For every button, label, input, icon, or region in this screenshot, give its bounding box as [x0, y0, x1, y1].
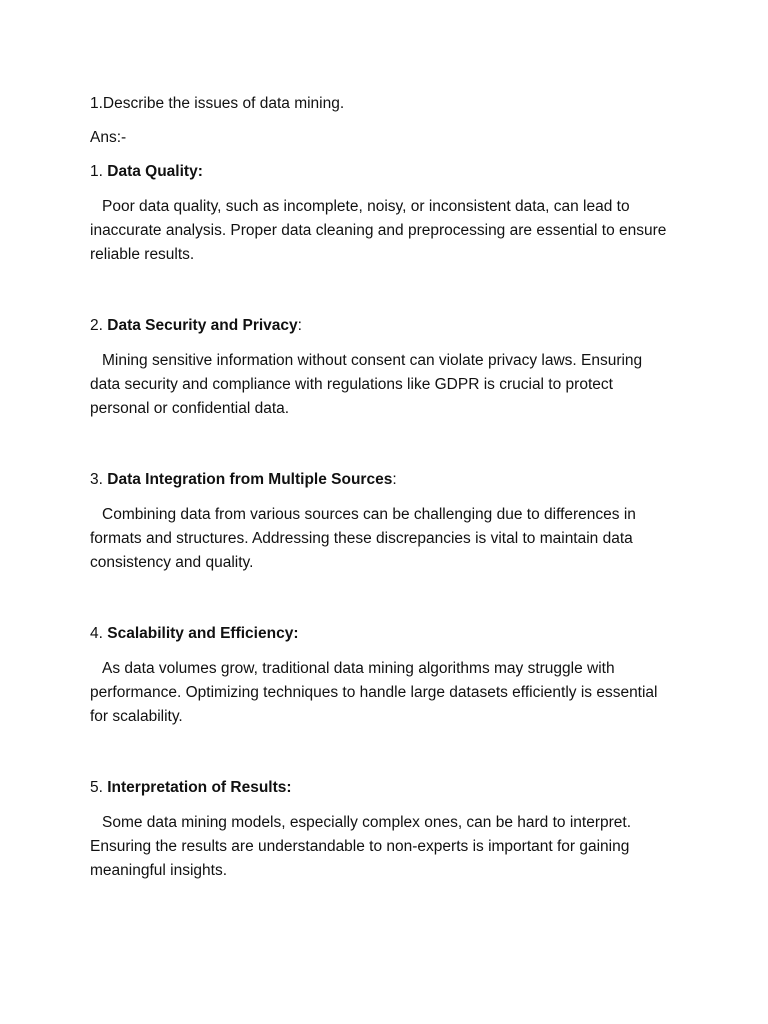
section-heading [90, 777, 676, 799]
section-title-suffix: : [392, 471, 397, 488]
question-text: 1.Describe the issues of data mining. [90, 95, 345, 112]
issue-section-2 [90, 315, 676, 421]
section-title: Data Quality: [107, 163, 203, 180]
section-body: Some data mining models, especially complex ones, can be hard to interpret. Ensuring the results are understandable to non-experts is important for gaining meaningful insights. [90, 814, 632, 879]
answer-label: Ans:- [90, 129, 127, 146]
section-title: Scalability and Efficiency: [107, 625, 299, 642]
section-title: Interpretation of Results: [107, 779, 292, 796]
section-number: 1. [90, 163, 103, 180]
section-body: Combining data from various sources can be challenging due to differences in formats and structures. Addressing these discrepancies is vital to maintain data consistency and quality. [90, 506, 636, 571]
section-heading [90, 161, 676, 183]
issue-section-5 [90, 777, 676, 883]
section-heading [90, 469, 676, 491]
section-body: Mining sensitive information without consent can violate privacy laws. Ensuring data security and compliance with regulations like GDPR is crucial to protect personal or confidential data. [90, 352, 643, 417]
issue-section-4 [90, 623, 676, 729]
section-body: As data volumes grow, traditional data mining algorithms may struggle with performance. Optimizing techniques to handle large datasets efficiently is essential for scalability. [90, 660, 658, 725]
section-heading [90, 623, 676, 645]
section-title: Data Integration from Multiple Sources [107, 471, 393, 488]
section-number: 3. [90, 471, 103, 488]
section-title-suffix: : [297, 317, 302, 334]
section-title: Data Security and Privacy [107, 317, 298, 334]
issue-section-1 [90, 161, 676, 267]
section-heading [90, 315, 676, 337]
section-body: Poor data quality, such as incomplete, noisy, or inconsistent data, can lead to inaccurate analysis. Proper data cleaning and preprocessing are essential to ensure reliable results. [90, 198, 667, 263]
issue-section-3 [90, 469, 676, 575]
section-number: 4. [90, 625, 103, 642]
section-number: 2. [90, 317, 103, 334]
section-number: 5. [90, 779, 103, 796]
